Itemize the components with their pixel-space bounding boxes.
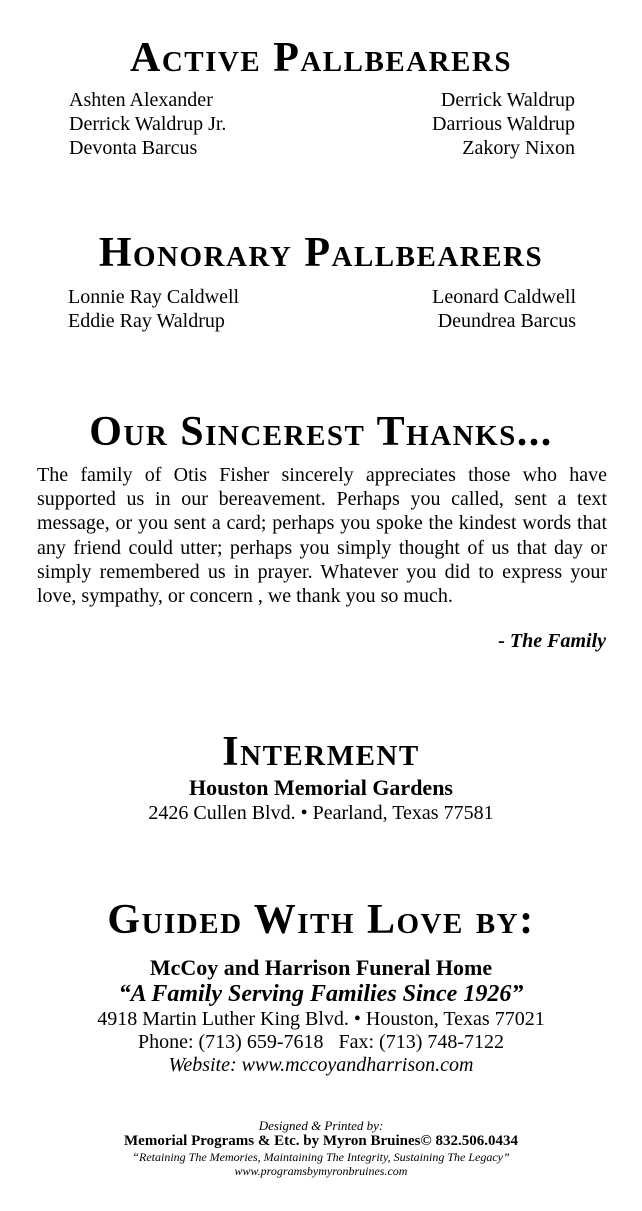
active-pallbearer-name: Ashten Alexander <box>69 89 213 111</box>
active-pallbearer-name: Zakory Nixon <box>462 137 575 159</box>
credits-printer: Memorial Programs & Etc. by Myron Bruines© 832.506.0434 <box>124 1133 518 1149</box>
funeral-home-name: McCoy and Harrison Funeral Home <box>149 955 493 980</box>
active-pallbearer-name: Devonta Barcus <box>69 137 198 159</box>
active-pallbearers-heading: Active Pallbearers <box>130 35 512 81</box>
honorary-pallbearer-name: Leonard Caldwell <box>432 286 576 308</box>
funeral-home-phone-fax: Phone: (713) 659-7618 Fax: (713) 748-7122 <box>137 1031 505 1053</box>
honorary-pallbearers-left-list <box>68 285 239 333</box>
credits-designed-by: Designed & Printed by: <box>258 1118 384 1133</box>
active-pallbearers-left-list <box>69 88 226 160</box>
interment-place: Houston Memorial Gardens <box>189 775 453 800</box>
honorary-pallbearer-name: Eddie Ray Waldrup <box>68 310 225 332</box>
honorary-pallbearers-heading: Honorary Pallbearers <box>98 230 544 276</box>
active-pallbearer-name: Derrick Waldrup <box>440 89 575 111</box>
thanks-signature: - The Family <box>498 630 606 652</box>
interment-address: 2426 Cullen Blvd. • Pearland, Texas 77581 <box>148 802 494 824</box>
honorary-pallbearers-right-list <box>432 285 576 333</box>
thanks-message: The family of Otis Fisher sincerely appreciates those who have supported us in our bereavement. Perhaps you called, sent a text message, or you sent a card; perhaps you spoke the kindest words that any friend could utter; perhaps you simply thought of us that day or simply remembered us in prayer. Whatever you did to express your love, sympathy, or concern , we thank you so much. <box>37 464 607 608</box>
interment-heading: Interment <box>222 729 420 775</box>
funeral-home-address: 4918 Martin Luther King Blvd. • Houston, Texas 77021 <box>97 1008 545 1030</box>
active-pallbearer-name: Derrick Waldrup Jr. <box>69 113 227 135</box>
active-pallbearer-name: Darrious Waldrup <box>432 113 575 135</box>
honorary-pallbearer-name: Lonnie Ray Caldwell <box>68 286 240 308</box>
funeral-home-slogan: “A Family Serving Families Since 1926” <box>118 981 524 1007</box>
active-pallbearers-right-list <box>432 88 575 160</box>
thanks-heading: Our Sincerest Thanks... <box>89 409 553 455</box>
credits-tagline: “Retaining The Memories, Maintaining The Integrity, Sustaining The Legacy” <box>132 1150 510 1164</box>
guided-heading: Guided With Love by: <box>107 897 535 943</box>
credits-website: www.programsbymyronbruines.com <box>234 1164 408 1178</box>
honorary-pallbearer-name: Deundrea Barcus <box>437 310 576 332</box>
funeral-home-website: Website: www.mccoyandharrison.com <box>168 1054 474 1076</box>
